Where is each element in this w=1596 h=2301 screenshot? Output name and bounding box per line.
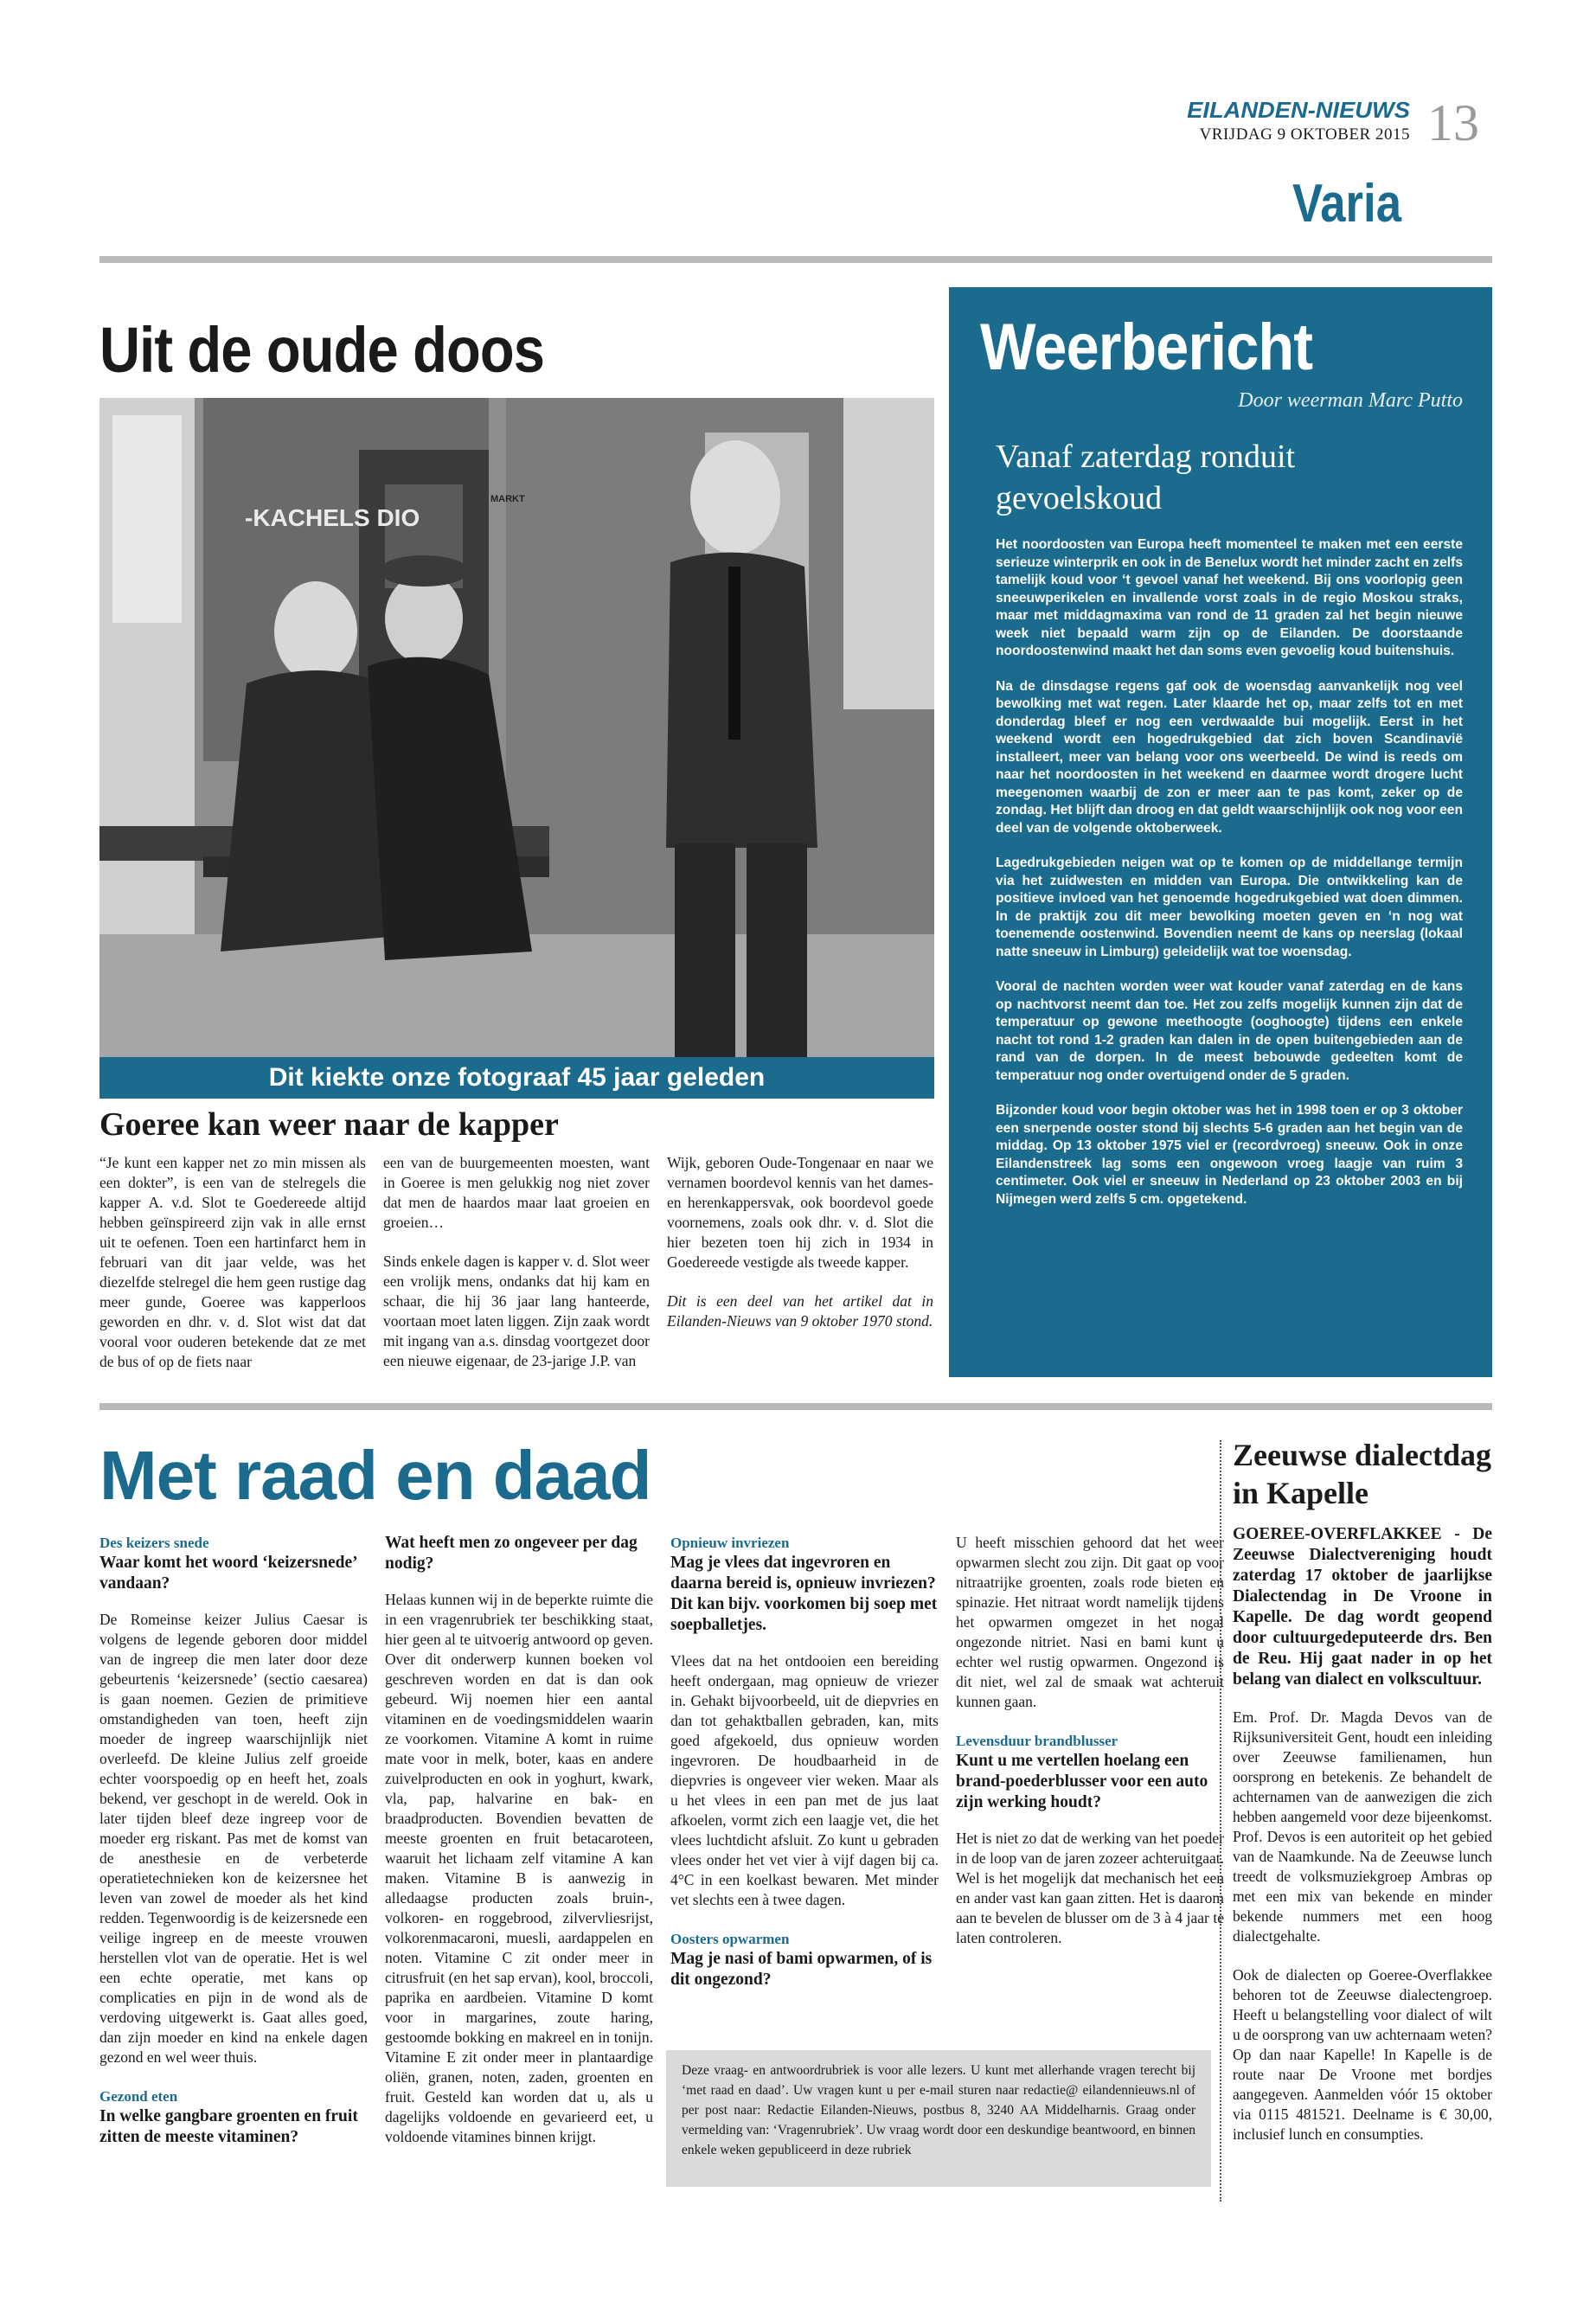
photo-caption: Dit kiekte onze fotograaf 45 jaar geleden xyxy=(99,1057,934,1099)
oude-doos-headline: Goeree kan weer naar de kapper xyxy=(99,1106,559,1143)
question: In welke gangbare groenten en fruit zitten de meeste vitaminen? xyxy=(99,2107,358,2146)
dialect-article xyxy=(1233,1436,1492,2163)
column-1 xyxy=(99,1533,368,2166)
answer: U heeft misschien gehoord dat het weer opwarmen slecht zou zijn. Dit gaat op voor nitraatrijke groenten, zoals rode bieten en spinazie. Het nitraat wordt namelijk tijdens het opwarmen omgezet in het nogal ongezonde nitriet. Nasi en bami kunt u echter wel rustig opwarmen. Ongezond is dit niet, wel zal de smaak wat achteruit kunnen gaan. xyxy=(956,1534,1224,1710)
question: Waar komt het woord ‘keizersnede’ vandaan? xyxy=(99,1554,357,1593)
raad-title: Met raad en daad xyxy=(99,1437,651,1514)
paragraph: Lagedrukgebieden neigen wat op te komen op de middellange termijn via het zuidwesten en midden van Europa. Die ontwikkeling kan de positieve invloed van het genoemde hogedrukgebied wat doen dimmen. In de praktijk zou dit meer bewolking moeten geven en ‘n nog wat toenemende oostenwind. Bovendien neemt de kans op neerslag (lokaal natte sneeuw in Limburg) geleidelijk wat toe woensdag. xyxy=(996,856,1463,959)
paragraph: Ook de dialecten op Goeree-Overflakkee behoren tot de Zeeuwse dialectengroep. Heeft u belangstelling voor dialect of wilt u de oorsprong van uw achternaam weten? Op dan naar Kapelle! In Kapelle is de route naar De Vroone met bordjes aangegeven. Aanmelden vóór 15 oktober via 0115 481521. Deelname is € 30,00, inclusief lunch en consumpties. xyxy=(1233,1966,1492,2143)
question: Wat heeft men zo ongeveer per dag nodig? xyxy=(385,1534,638,1573)
column-separator xyxy=(1220,1440,1221,2202)
issue-date: VRIJDAG 9 OKTOBER 2015 xyxy=(1199,125,1410,144)
kicker: Oosters opwarmen xyxy=(670,1931,790,1947)
paragraph: Sinds enkele dagen is kapper v. d. Slot weer een vrolijk mens, ondanks dat hij kam en schaar, die hij 36 jaar lang hanteerde, voortaan moet laten liggen. Zijn zaak wordt mit ingang van a.s. dinsdag voortgezet door een nieuwe eigenaar, de 23-jarige J.P. van xyxy=(383,1253,650,1369)
paragraph: Het noordoosten van Europa heeft momenteel te maken met een eerste serieuze winterprik en ook in de Benelux wordt het minder zacht en zelfs tamelijk koud voor ‘t gevoel vanaf het weekend. Bij ons voorlopig geen sneeuwperikelen en invallende vorst zoals in de regio Moskou straks, maar met middagmaxima van rond de 11 graden zal het begin nieuwe week niet bepaald warm zijn op de Eilanden. De doorstaande noordoostenwind maakt het dan soms even gevoelig koud buitenshuis. xyxy=(996,537,1463,658)
paragraph: “Je kunt een kapper net zo min missen als een dokter”, is een van de stelregels die kapper A. v.d. Slot te Goedereede altijd hebben geïnspireerd zijn vak in alle ernst uit te oefenen. Toen een hartinfarct hem in februari van dit jaar velde, was het diezelfde stelregel die hem geen rustige dag meer gunde, Goeree was kapperloos geworden en dhr. v. d. Slot wist dat dat vooral voor ouderen betekende dat ze met de bus of op de fiets naar xyxy=(99,1154,366,1370)
column-2 xyxy=(383,1153,650,1391)
paragraph: Na de dinsdagse regens gaf ook de woensdag aanvankelijk nog veel bewolking met wat regen. Later klaarde het op, maar zelfs tot en met donderdag bleef er nog een verdwaalde bui mogelijk. Eerst in het weekend wordt een hogedrukgebied dat zich boven Scandinavië installeert, meer van belang voor ons weerbeeld. De wind is reeds om naar het noordoosten in het weekend en daarmee wordt drogere lucht meegenomen waarbij de zon er meer aan te pas komt, zeker op de zondag. Het blijft dan droog en dat geldt waarschijnlijk ook nog voor een deel van de volgende oktoberweek. xyxy=(996,678,1463,836)
page-number: 13 xyxy=(1427,94,1479,151)
oude-doos-columns xyxy=(99,1153,934,1391)
oude-doos-title: Uit de oude doos xyxy=(99,314,545,386)
section-title: Varia xyxy=(1292,174,1401,234)
column-2 xyxy=(385,1533,653,2166)
paragraph: Wijk, geboren Oude-Tongenaar en naar we vernamen boordevol kennis van het dames- en herenkappersvak, ook boordevol goede voornemens, zoals ook dhr. v. d. Slot die hier bezeten toen hij zich in 1934 in Goedereede vestigde als tweede kapper. xyxy=(667,1154,933,1271)
kicker: Gezond eten xyxy=(99,2088,178,2105)
answer: Het is niet zo dat de werking van het poeder in de loop van de jaren zozeer achteruitgaat. Wel is het mogelijk dat mechanisch het een en ander vast kan gaan zitten. Het is daarom aan te bevelen de blusser om de 3 à 4 jaar te laten controleren. xyxy=(956,1830,1224,1946)
column-3 xyxy=(667,1153,933,1391)
paragraph: Bijzonder koud voor begin oktober was het in 1998 toen er op 3 oktober een snerpende ooster stond bij slechts 5-6 graden aan het begin van de middag. Op 13 oktober 1975 viel er (recordvroeg) sneeuw. Ook in onze Eilandenstreek lag soms een ongewoon vroeg laagje van ruim 3 centimeter. Ook viel er sneeuw in Nederland op 23 oktober 2003 en bij Nijmegen werd zelfs 5 cm. opgetekend. xyxy=(996,1103,1463,1207)
question: Kunt u me vertellen hoelang een brand-poederblusser voor een auto zijn werking houdt? xyxy=(956,1752,1208,1811)
weather-headline: Vanaf zaterdag ronduit gevoelskoud xyxy=(996,439,1296,516)
rubric-note: Deze vraag- en antwoordrubriek is voor alle lezers. U kunt met allerhande vragen terecht bij ‘met raad en daad’. Uw vragen kunt u per e-mail sturen naar redactie@ eilandennieuws.nl of per post naar: Redactie Eilanden-Nieuws, postbus 8, 3240 AA Middelharnis. Graag onder vermelding van: ‘Vragenrubriek’. Uw vraag wordt door een deskundige beantwoord, en binnen enkele weken gepubliceerd in deze rubriek xyxy=(666,2050,1211,2187)
kicker: Levensduur brandblusser xyxy=(956,1733,1118,1749)
top-divider xyxy=(99,256,1492,263)
archive-photo xyxy=(99,398,934,1099)
dialect-lead: GOEREE-OVERFLAKKEE - De Zeeuwse Dialectvereniging houdt zaterdag 17 oktober de jaarlijkse Dialectendag in De Vroone in Kapelle. De dag wordt geopend door cultuurgedeputeerde drs. Ben de Reu. Hij gaat nader in op het belang van dialect en volkscultuur. xyxy=(1233,1525,1492,1689)
market-sign: MARKT xyxy=(490,494,525,504)
weather-byline: Door weerman Marc Putto xyxy=(1238,389,1463,412)
source-note: Dit is een deel van het artikel dat in Eilanden-Nieuws van 9 oktober 1970 stond. xyxy=(667,1292,933,1330)
question: Mag je vlees dat ingevroren en daarna bereid is, opnieuw invriezen? Dit kan bijv. voorkomen bij soep met soepballetjes. xyxy=(670,1554,938,1634)
masthead xyxy=(1125,97,1410,144)
paragraph: Em. Prof. Dr. Magda Devos van de Rijksuniversiteit Gent, houdt een inleiding over Zeeuwse familienamen, hun oorsprong en betekenis. Ze behandelt de achternamen van de aanwezigen die zich hebben aangemeld voor deze bijeenkomst. Prof. Devos is een autoriteit op het gebied van de Naamkunde. Na de Zeeuwse lunch treedt de volksmuziekgroep Ambras op met een mix van bekende en minder bekende nummers met een hoog dialectgehalte. xyxy=(1233,1708,1492,1945)
weather-title: Weerbericht xyxy=(980,311,1313,384)
dialect-title: Zeeuwse dialectdag in Kapelle xyxy=(1233,1438,1491,1510)
question: Mag je nasi of bami opwarmen, of is dit ongezond? xyxy=(670,1950,933,1989)
weather-box xyxy=(949,287,1492,1377)
answer: Helaas kunnen wij in de beperkte ruimte die in een vragenrubriek ter beschikking staat, hier geen al te uitvoerig antwoord op geven. Over dit onderwerp kunnen boeken vol geschreven worden en dat is dan ook gebeurd. Wij noemen hier een aantal vitaminen en de voedingsmiddelen waarin ze voorkomen. Vitamine A komt in ruime mate voor in melk, boter, kaas en andere zuivelproducten en ook in yoghurt, kwark, vla, pap, halvarine en bak- en braadproducten. Bovendien bevatten de meeste groenten en fruit betacaroteen, waaruit het lichaam zelf vitamine A kan maken. Vitamine B is aanwezig in alledaagse producten zoals bruin-, volkoren- en roggebrood, zilvervliesrijst, volkorenmacaroni, muesli, aardappelen en noten. Vitamine C zit onder meer in citrusfruit (en het sap ervan), kool, broccoli, paprika en aardbeien. Vitamine D komt voor in margarines, zoute haring, gestoomde bokking en makreel en in tonijn. Vitamine E zit onder meer in plantaardige oliën, granen, noten, zaden, groenten en fruit. Gesteld kan worden dat u, als u dagelijks voldoende en gevarieerd eet, u voldoende vitamines binnen krijgt. xyxy=(385,1591,653,2145)
kicker: Des keizers snede xyxy=(99,1535,209,1551)
weather-body xyxy=(996,536,1463,1226)
answer: Vlees dat na het ontdooien een bereiding heeft ondergaan, mag opnieuw de vriezer in. Gehakt bijvoorbeeld, uit de diepvries en dan tot gehaktballen gebraden, kan, mits goed afgekoeld, dus opnieuw worden ingevroren. De houdbaarheid in de diepvries is ongeveer vier weken. Maar als u het vlees in een pan met de jus laat afkoelen, vormt zich een laagje vet, die het vlees luchtdicht afsluit. Zo kunt u gebraden vlees onder het vet vier à vijf dagen bij ca. 4°C in een koelkast bewaren. Met minder vet slechts een à twee dagen. xyxy=(670,1652,939,1908)
paragraph: een van de buurgemeenten moesten, want in Goeree is men gelukkig nog niet zover dat men de haardos maar laat groeien en groeien… xyxy=(383,1154,650,1231)
answer: De Romeinse keizer Julius Caesar is volgens de legende geboren door middel van de ingreep die men later door deze gebeurtenis ‘keizersnede’ (sectio caesarea) is gaan noemen. Gezien de primitieve omstandigheden van toen, heeft zijn moeder de ingreep waarschijnlijk niet overleefd. De kleine Julius zelf groeide echter voorspoedig op en heeft het, zoals bekend, ver geschopt in de wereld. Ook in later tijden bleef deze ingreep voor de moeder erg riskant. Pas met de komst van de anesthesie en de verbeterde operatietechnieken kon de keizersnee het leven van zowel de moeder als het kind redden. Tegenwoordig is de keizersnede een veilige ingreep en de meeste vrouwen herstellen vlot van de operatie. Het is wel een echte operatie, met kans op complicaties en pijn in de wond als de verdoving uitgewerkt is. Gaat alles goed, dan zijn moeder en kind na enkele dagen gezond en wel weer thuis. xyxy=(99,1611,368,2066)
newspaper-logo: EILANDEN-NIEUWS xyxy=(1187,97,1410,123)
middle-divider xyxy=(99,1403,1492,1410)
column-1 xyxy=(99,1153,366,1391)
paragraph: Vooral de nachten worden weer wat kouder vanaf zaterdag en de kans op nachtvorst neemt dan toe. Het zou zelfs mogelijk kunnen zijn dat de temperatuur op gewone meethoogte (ooghoogte) tijdens een enkele nacht tot rond 1-2 graden kan dalen in de open buitengebieden aan de rand van de dorpen. In de meest bebouwde gedeelten komt de temperatuur nog onder overtuigend onder de 5 graden. xyxy=(996,979,1463,1083)
kicker: Opnieuw invriezen xyxy=(670,1535,790,1551)
shop-sign-text: -KACHELS DIO xyxy=(245,504,420,531)
